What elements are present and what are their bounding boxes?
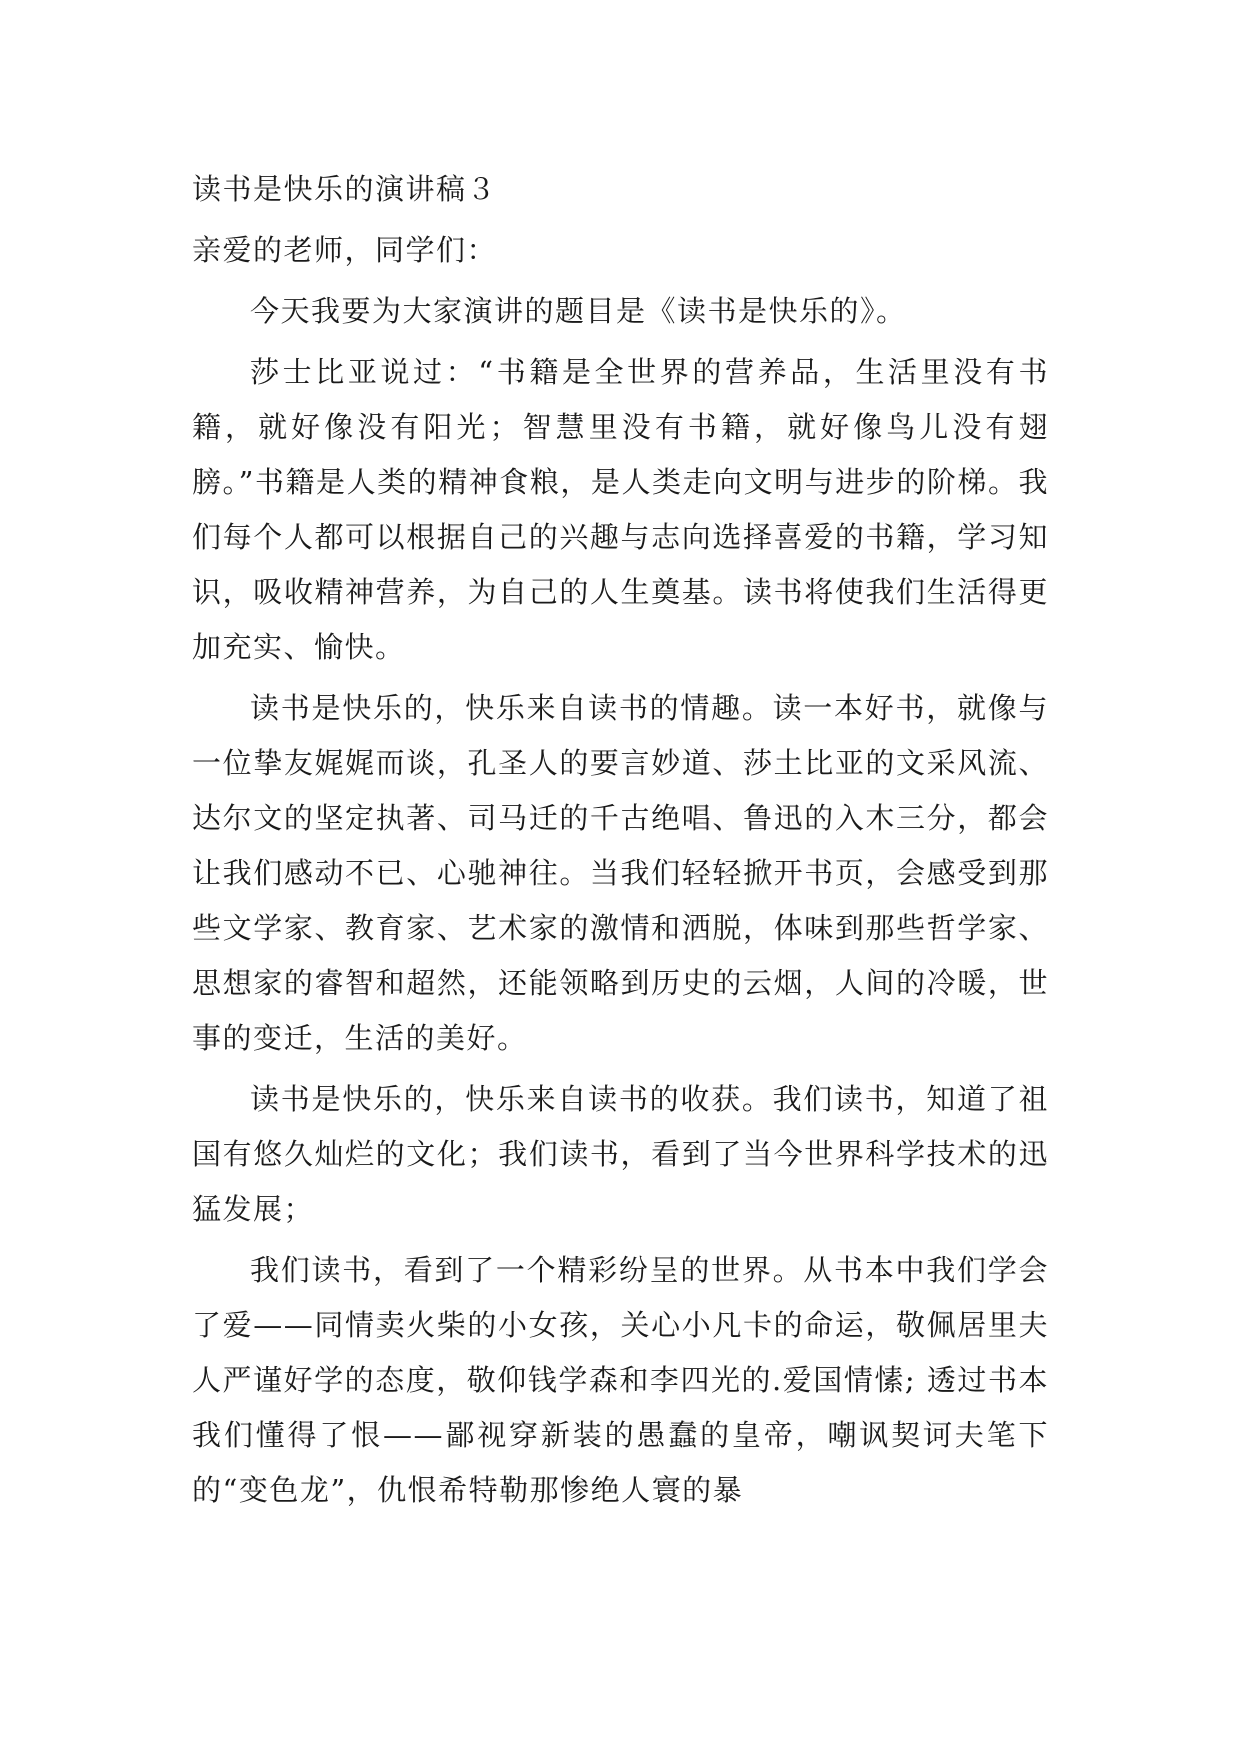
paragraph-colorful-world: 我们读书，看到了一个精彩纷呈的世界。从书本中我们学会了爱——同情卖火柴的小女孩，关心小凡卡的命运，敬佩居里夫人严谨好学的态度，敬仰钱学森和李四光的.爱国情愫; 透过书本我们懂得了恨——鄙视穿新装的愚蠢的皇帝，嘲讽契诃夫笔下的“变色龙”，仇恨希特勒那惨绝人寰的暴 [192,1253,1049,1507]
greeting-line: 亲爱的老师，同学们： [192,233,498,267]
paragraph-intro: 今天我要为大家演讲的题目是《读书是快乐的》。 [250,294,907,328]
paragraph-shakespeare-quote: 莎士比亚说过：“书籍是全世界的营养品，生活里没有书籍，就好像没有阳光；智慧里没有书籍，就好像鸟儿没有翅膀。”书籍是人类的精神食粮，是人类走向文明与进步的阶梯。我们每个人都可以根据自己的兴趣与志向选择喜爱的书籍，学习知识，吸收精神营养，为自己的人生奠基。读书将使我们生活得更加充实、愉快。 [192,355,1049,664]
paragraph-reading-interest: 读书是快乐的，快乐来自读书的情趣。读一本好书，就像与一位挚友娓娓而谈，孔圣人的要言妙道、莎土比亚的文采风流、达尔文的坚定执著、司马迁的千古绝唱、鲁迅的入木三分，都会让我们感动不已、心驰神往。当我们轻轻掀开书页，会感受到那些文学家、教育家、艺术家的激情和洒脱，体味到那些哲学家、思想家的睿智和超然，还能领略到历史的云烟，人间的冷暖，世事的变迁，生活的美好。 [192,691,1049,1055]
document-body [192,162,1049,1524]
document-title: 读书是快乐的演讲稿３ [192,172,498,206]
paragraph-reading-gains: 读书是快乐的，快乐来自读书的收获。我们读书，知道了祖国有悠久灿烂的文化；我们读书，看到了当今世界科学技术的迅猛发展； [192,1082,1049,1226]
